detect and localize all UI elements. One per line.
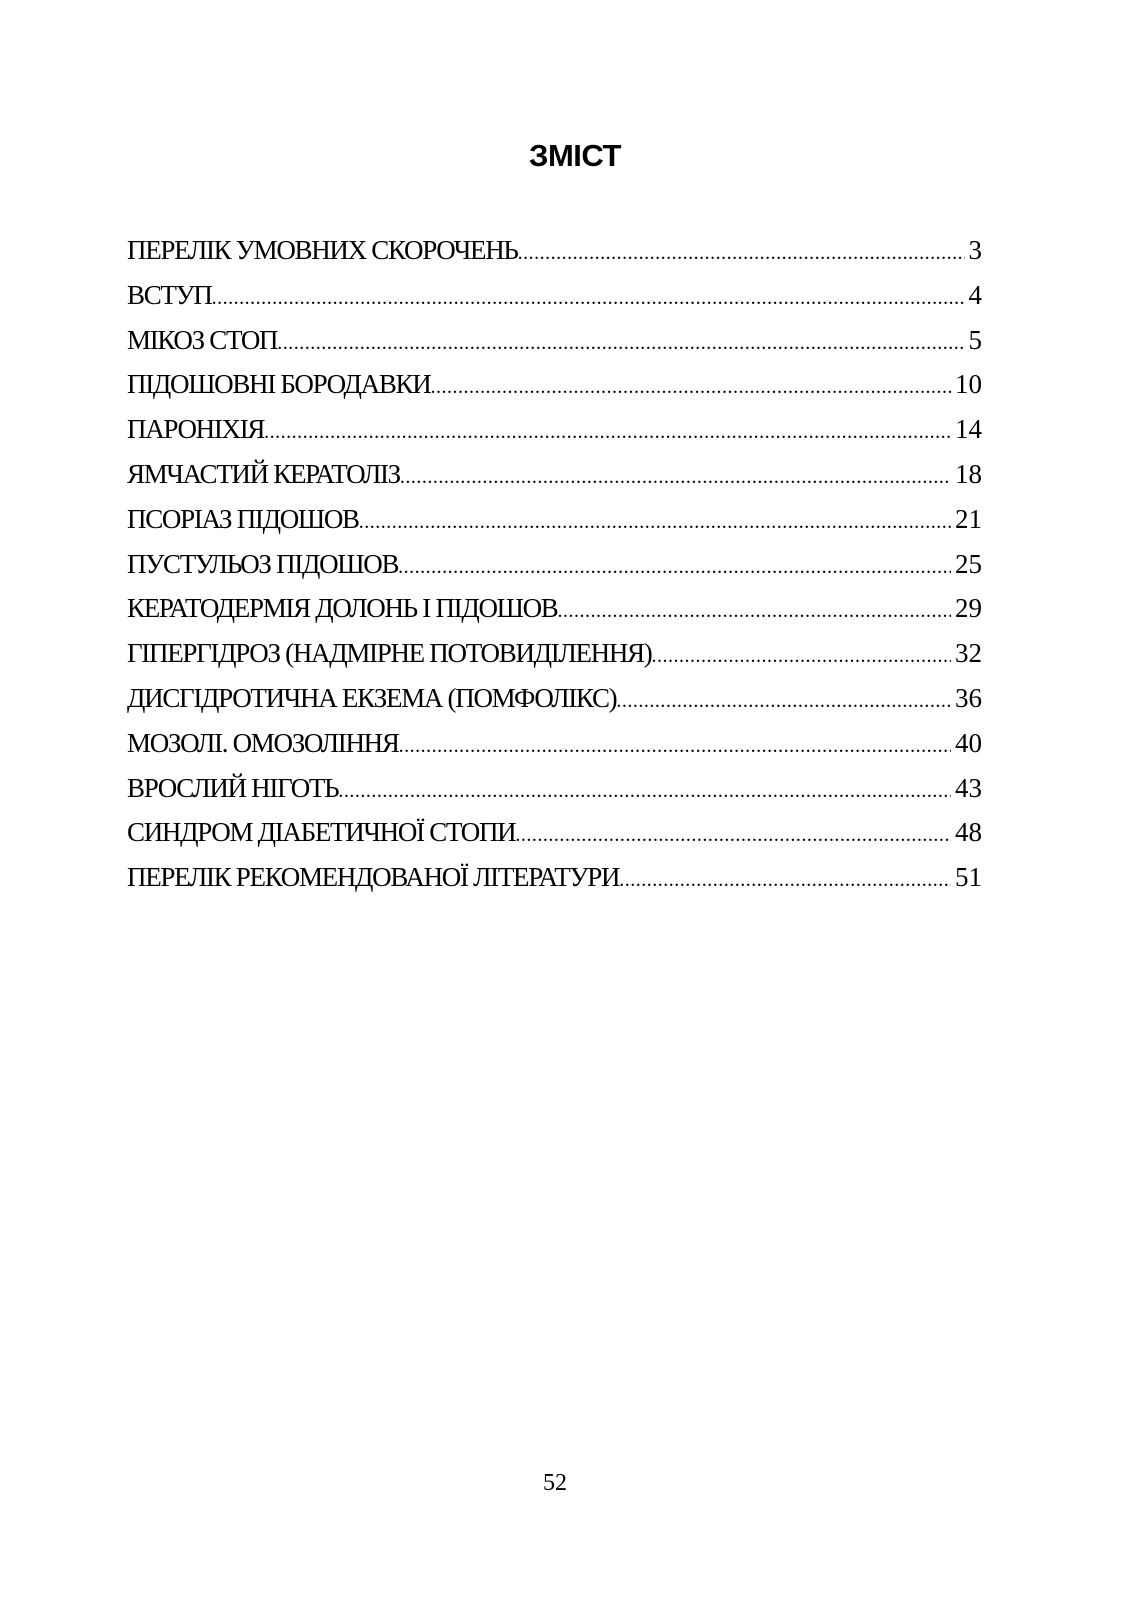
dot-leader xyxy=(619,858,951,900)
toc-entry[interactable] xyxy=(127,362,982,407)
toc-entry-page: 29 xyxy=(955,593,982,624)
table-of-contents xyxy=(127,228,982,900)
toc-entry-page: 10 xyxy=(955,369,982,400)
toc-entry[interactable] xyxy=(127,766,982,811)
toc-entry[interactable] xyxy=(127,676,982,721)
toc-entry[interactable] xyxy=(127,452,982,497)
toc-entry-label: ПЕРЕЛІК РЕКОМЕНДОВАНОЇ ЛІТЕРАТУРИ xyxy=(127,862,620,893)
toc-entry-label: ПЕРЕЛІК УМОВНИХ СКОРОЧЕНЬ xyxy=(127,235,518,265)
toc-entry-page: 4 xyxy=(968,279,982,310)
toc-entry-page: 51 xyxy=(955,862,982,893)
dot-leader xyxy=(264,410,951,452)
toc-entry-page: 25 xyxy=(955,548,982,579)
dot-leader xyxy=(277,321,964,363)
toc-entry[interactable] xyxy=(127,810,982,855)
dot-leader xyxy=(399,724,951,766)
toc-entry[interactable] xyxy=(127,586,982,631)
toc-entry-label: ПУСТУЛЬОЗ ПІДОШОВ xyxy=(127,548,399,579)
toc-entry-label: МІКОЗ СТОП xyxy=(127,324,278,355)
toc-entry[interactable] xyxy=(127,228,982,273)
toc-entry-page: 5 xyxy=(968,324,982,355)
toc-entry[interactable] xyxy=(127,273,982,318)
toc-entry-label: ВСТУП xyxy=(127,279,212,310)
toc-entry-label: СИНДРОМ ДІАБЕТИЧНОЇ СТОПИ xyxy=(127,817,516,848)
toc-entry-label: ВРОСЛИЙ НІГОТЬ xyxy=(127,772,339,803)
toc-entry-label: ПАРОНІХІЯ xyxy=(127,414,265,445)
toc-entry[interactable] xyxy=(127,855,982,900)
toc-entry-page: 40 xyxy=(955,727,982,758)
page-title: ЗМІСТ xyxy=(529,138,621,173)
toc-entry-label: ПІДОШОВНІ БОРОДАВКИ xyxy=(127,369,431,400)
toc-entry-label: МОЗОЛІ. ОМОЗОЛІННЯ xyxy=(127,727,399,758)
dot-leader xyxy=(338,769,951,811)
toc-entry[interactable] xyxy=(127,721,982,766)
toc-entry[interactable] xyxy=(127,497,982,542)
dot-leader xyxy=(212,276,965,318)
dot-leader xyxy=(616,679,951,721)
dot-leader xyxy=(515,813,951,855)
toc-entry-label: ПСОРІАЗ ПІДОШОВ xyxy=(127,503,359,534)
toc-entry[interactable] xyxy=(127,631,982,676)
toc-entry-page: 3 xyxy=(968,235,982,265)
toc-entry-label: ДИСГІДРОТИЧНА ЕКЗЕМА (ПОМФОЛІКС) xyxy=(127,682,617,713)
dot-leader xyxy=(558,589,952,631)
toc-entry-page: 18 xyxy=(955,458,982,489)
toc-entry-page: 21 xyxy=(955,503,982,534)
toc-entry-label: КЕРАТОДЕРМІЯ ДОЛОНЬ І ПІДОШОВ xyxy=(127,593,558,624)
toc-entry-label: ЯМЧАСТИЙ КЕРАТОЛІЗ xyxy=(127,458,400,489)
dot-leader xyxy=(518,231,965,273)
dot-leader xyxy=(400,455,951,497)
toc-entry[interactable] xyxy=(127,407,982,452)
toc-entry-page: 48 xyxy=(955,817,982,848)
toc-entry-page: 43 xyxy=(955,772,982,803)
toc-entry[interactable] xyxy=(127,318,982,363)
toc-entry-page: 32 xyxy=(955,638,982,669)
toc-entry-label: ГІПЕРГІДРОЗ (НАДМІРНЕ ПОТОВИДІЛЕННЯ) xyxy=(127,638,652,669)
dot-leader xyxy=(430,365,951,407)
dot-leader xyxy=(359,500,951,542)
dot-leader xyxy=(398,545,951,587)
toc-entry-page: 36 xyxy=(955,682,982,713)
toc-entry-page: 14 xyxy=(955,414,982,445)
toc-entry[interactable] xyxy=(127,542,982,587)
dot-leader xyxy=(651,634,951,676)
page-number: 52 xyxy=(543,1470,567,1496)
